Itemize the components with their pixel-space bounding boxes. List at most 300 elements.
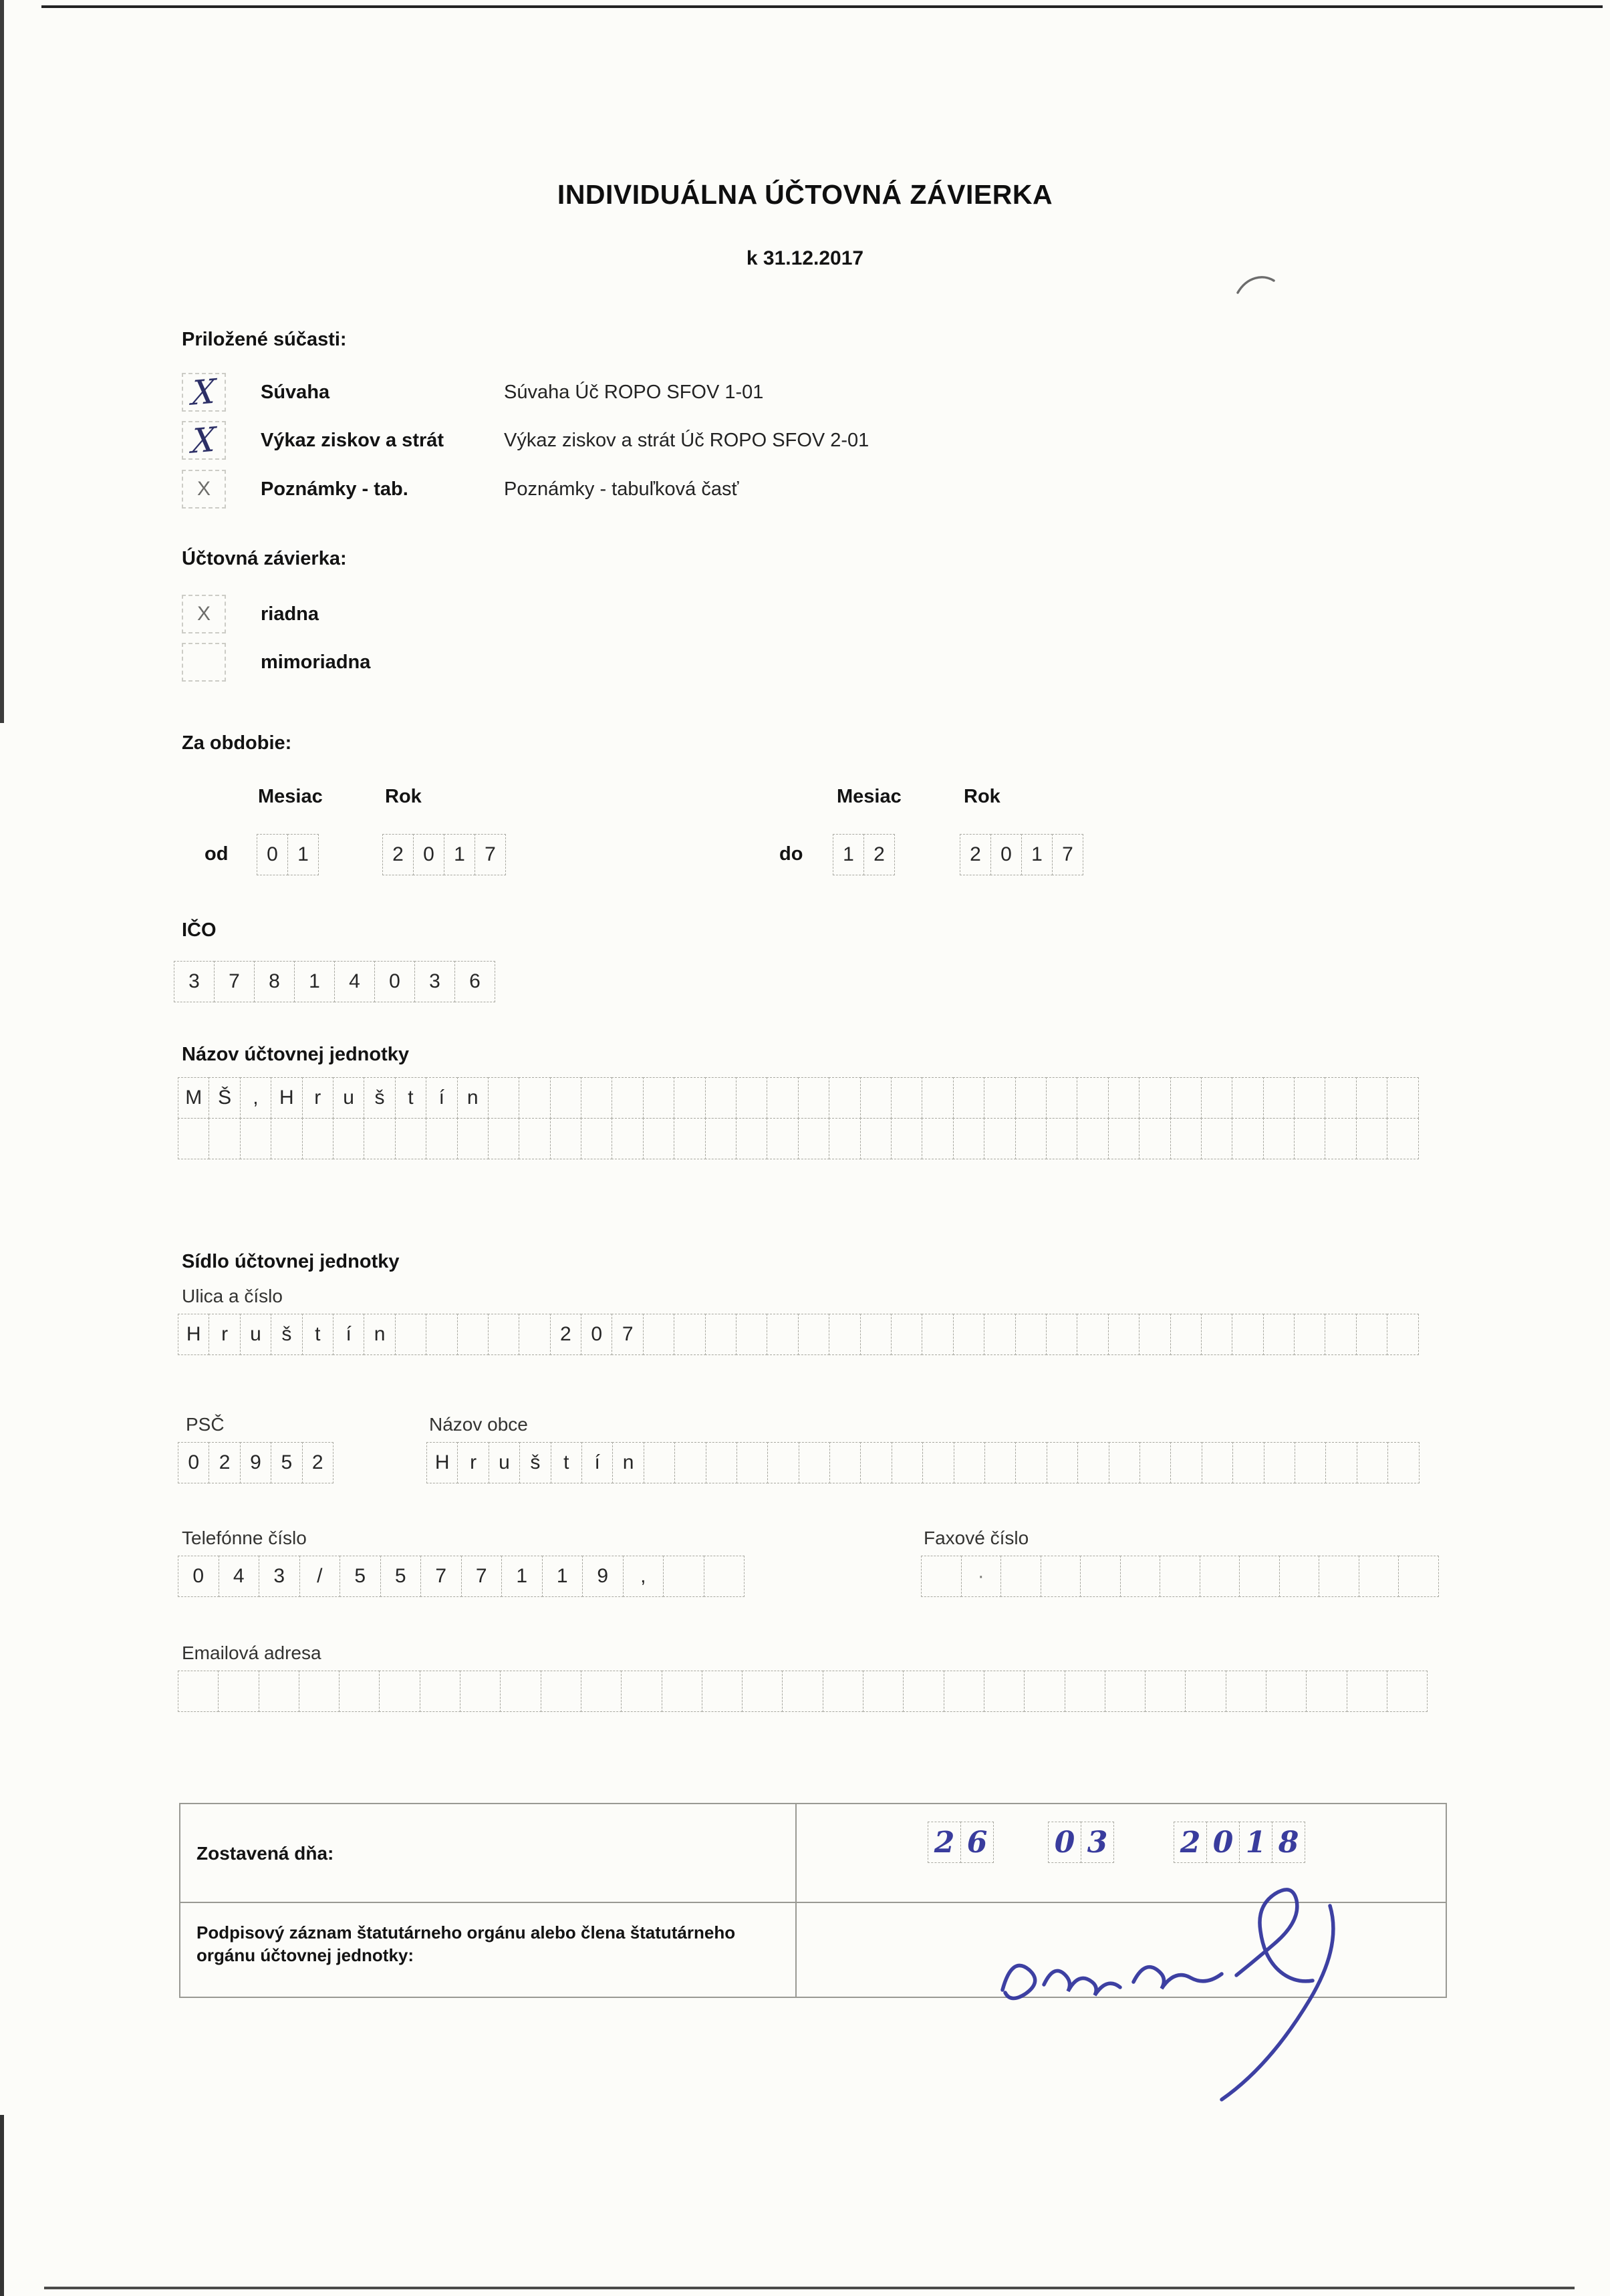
char-cell (1294, 1314, 1325, 1355)
char-cell: 0 (178, 1442, 209, 1483)
char-cell: í (426, 1077, 457, 1119)
char-cell: 5 (380, 1556, 422, 1597)
char-cell (1264, 1442, 1295, 1483)
office-heading: Sídlo účtovnej jednotky (182, 1251, 400, 1272)
char-cell: 0 (413, 834, 444, 875)
char-cell: 5 (340, 1556, 381, 1597)
char-cell (621, 1671, 662, 1712)
char-cell (1200, 1556, 1240, 1597)
compiled-date-label: Zostavená dňa: (196, 1843, 334, 1864)
char-cell (488, 1118, 519, 1159)
char-cell (829, 1442, 861, 1483)
char-cell (643, 1077, 674, 1119)
char-cell (457, 1314, 489, 1355)
char-cell (798, 1118, 829, 1159)
char-cell (1065, 1671, 1105, 1712)
char-cell (1109, 1442, 1140, 1483)
char-cell (259, 1671, 299, 1712)
option-label: mimoriadna (261, 651, 371, 673)
char-cell: t (302, 1314, 333, 1355)
char-cell (1325, 1077, 1356, 1119)
char-cell (1201, 1077, 1232, 1119)
char-cell (892, 1442, 923, 1483)
char-cell (1046, 1314, 1077, 1355)
char-cell (1145, 1671, 1186, 1712)
char-cell (954, 1442, 985, 1483)
char-cell: u (240, 1314, 271, 1355)
char-cell (1015, 1077, 1047, 1119)
char-cell (829, 1314, 860, 1355)
char-cell (1160, 1556, 1200, 1597)
char-cell (903, 1671, 944, 1712)
char-cell: 9 (240, 1442, 271, 1483)
char-cell (1185, 1671, 1226, 1712)
to-month-grid (833, 834, 895, 875)
char-cell (1232, 1314, 1263, 1355)
to-month-label: Mesiac (837, 786, 902, 807)
char-cell (702, 1671, 743, 1712)
to-label: do (779, 843, 803, 865)
char-cell (742, 1671, 783, 1712)
char-cell (209, 1118, 240, 1159)
char-cell (1139, 1118, 1170, 1159)
attachment-label: Poznámky - tab. (261, 478, 408, 500)
char-cell (829, 1077, 860, 1119)
char-cell: M (178, 1077, 209, 1119)
char-cell (333, 1118, 364, 1159)
option-row-mimoriadna (182, 643, 471, 682)
char-cell (891, 1314, 922, 1355)
form-title: INDIVIDUÁLNA ÚČTOVNÁ ZÁVIERKA (557, 179, 1053, 210)
char-cell (1046, 1118, 1077, 1159)
char-cell (1356, 1077, 1387, 1119)
char-cell (798, 1314, 829, 1355)
email-label: Emailová adresa (182, 1642, 321, 1663)
to-year-grid (960, 834, 1083, 875)
typed-x-mark: X (196, 478, 211, 500)
char-cell (1325, 1314, 1356, 1355)
char-cell: 2 (863, 834, 895, 875)
char-cell: n (364, 1314, 395, 1355)
char-cell (1000, 1556, 1041, 1597)
option-row-riadna (182, 595, 471, 633)
char-cell: 4 (219, 1556, 260, 1597)
char-cell: 2 (550, 1314, 581, 1355)
char-cell (1041, 1556, 1081, 1597)
char-cell (1024, 1671, 1065, 1712)
char-cell (1387, 1671, 1428, 1712)
char-cell (705, 1077, 736, 1119)
char-cell (581, 1671, 622, 1712)
char-cell (457, 1118, 489, 1159)
char-cell (581, 1077, 612, 1119)
char-cell: 2 (382, 834, 414, 875)
char-cell: , (240, 1077, 271, 1119)
attachment-row-poznamky (182, 470, 739, 509)
char-cell: r (302, 1077, 333, 1119)
char-cell (1357, 1442, 1388, 1483)
char-cell (1108, 1077, 1139, 1119)
char-cell (218, 1671, 259, 1712)
char-cell: 6 (454, 961, 495, 1002)
char-cell (1015, 1314, 1047, 1355)
char-cell: H (271, 1077, 302, 1119)
char-cell (1325, 1118, 1356, 1159)
char-cell (1232, 1118, 1263, 1159)
char-cell (581, 1118, 612, 1159)
char-cell (1170, 1118, 1202, 1159)
from-month-label: Mesiac (258, 786, 323, 807)
char-cell (488, 1314, 519, 1355)
signatory-label: Podpisový záznam štatutárneho orgánu alebo člena štatutárneho orgánu účtovnej jednotky: (196, 1922, 736, 1965)
char-cell: 7 (461, 1556, 503, 1597)
char-cell: 4 (334, 961, 375, 1002)
char-cell (860, 1442, 892, 1483)
char-cell: Š (209, 1077, 240, 1119)
char-cell (1201, 1314, 1232, 1355)
char-cell (1306, 1671, 1347, 1712)
char-cell (550, 1118, 581, 1159)
char-cell (643, 1314, 674, 1355)
char-cell (922, 1442, 954, 1483)
char-cell: · (961, 1556, 1002, 1597)
char-cell (1120, 1556, 1161, 1597)
char-cell: 7 (214, 961, 255, 1002)
scan-edge-top (41, 5, 1603, 8)
char-cell (922, 1314, 953, 1355)
char-cell (984, 1314, 1015, 1355)
fax-grid (921, 1556, 1439, 1597)
entity-name-grid-row1 (178, 1077, 1419, 1119)
char-cell (1356, 1314, 1387, 1355)
char-cell (395, 1118, 426, 1159)
char-cell (662, 1671, 702, 1712)
char-cell: H (426, 1442, 458, 1483)
char-cell: 9 (582, 1556, 624, 1597)
char-cell (823, 1671, 863, 1712)
street-label: Ulica a číslo (182, 1286, 283, 1306)
fax-label: Faxové číslo (924, 1528, 1029, 1548)
char-cell (1279, 1556, 1320, 1597)
char-cell: í (333, 1314, 364, 1355)
email-grid (178, 1671, 1428, 1712)
char-cell (829, 1118, 860, 1159)
char-cell (1077, 1442, 1109, 1483)
char-cell: 7 (1052, 834, 1083, 875)
attachment-description: Výkaz ziskov a strát Úč ROPO SFOV 2-01 (504, 429, 869, 451)
char-cell: 8 (254, 961, 295, 1002)
char-cell: 1 (1021, 834, 1053, 875)
vykaz-checkbox (182, 421, 226, 460)
typed-x-mark: X (196, 603, 211, 625)
attachment-description: Súvaha Úč ROPO SFOV 1-01 (504, 381, 764, 403)
char-cell (1108, 1118, 1139, 1159)
char-cell (799, 1442, 830, 1483)
char-cell (519, 1118, 550, 1159)
char-cell (705, 1314, 736, 1355)
attachment-row-vykaz (182, 421, 869, 460)
char-cell: 3 (259, 1556, 300, 1597)
char-cell (767, 1118, 798, 1159)
char-cell (488, 1077, 519, 1119)
char-cell: 1 (542, 1556, 583, 1597)
suvaha-checkbox (182, 373, 226, 412)
handwritten-x-mark: X (190, 372, 217, 413)
date-year-grid (1174, 1822, 1305, 1863)
char-cell (674, 1118, 705, 1159)
char-cell: 0 (257, 834, 288, 875)
char-cell (863, 1671, 904, 1712)
char-cell (860, 1314, 892, 1355)
char-cell (364, 1118, 395, 1159)
char-cell (984, 1077, 1015, 1119)
char-cell: 2 (928, 1822, 961, 1863)
char-cell (1266, 1671, 1307, 1712)
char-cell (271, 1118, 302, 1159)
char-cell: u (333, 1077, 364, 1119)
char-cell (767, 1314, 798, 1355)
char-cell (1139, 1442, 1171, 1483)
char-cell (984, 1671, 1025, 1712)
char-cell: 1 (833, 834, 864, 875)
char-cell: í (581, 1442, 613, 1483)
char-cell (674, 1314, 705, 1355)
char-cell (674, 1442, 706, 1483)
date-day-grid (928, 1822, 994, 1863)
char-cell: š (519, 1442, 551, 1483)
char-cell: š (271, 1314, 302, 1355)
char-cell (519, 1077, 550, 1119)
char-cell (860, 1118, 892, 1159)
char-cell (704, 1556, 745, 1597)
char-cell (1202, 1442, 1233, 1483)
char-cell: n (457, 1077, 489, 1119)
char-cell: 1 (1239, 1822, 1272, 1863)
street-grid (178, 1314, 1419, 1355)
ico-grid (174, 961, 495, 1002)
char-cell: 6 (960, 1822, 994, 1863)
char-cell (706, 1442, 737, 1483)
char-cell (798, 1077, 829, 1119)
char-cell (1387, 1314, 1418, 1355)
char-cell (1015, 1442, 1047, 1483)
char-cell (1105, 1671, 1146, 1712)
char-cell (1139, 1314, 1170, 1355)
attachment-label: Súvaha (261, 381, 330, 403)
riadna-checkbox (182, 595, 226, 633)
char-cell (1201, 1118, 1232, 1159)
poznamky-checkbox (182, 470, 226, 509)
town-label: Názov obce (429, 1414, 528, 1435)
char-cell (736, 1442, 768, 1483)
char-cell (1325, 1442, 1357, 1483)
char-cell (1047, 1442, 1078, 1483)
zip-label: PSČ (186, 1414, 225, 1435)
char-cell (984, 1442, 1016, 1483)
char-cell (1239, 1556, 1280, 1597)
char-cell (1232, 1442, 1264, 1483)
char-cell: t (551, 1442, 582, 1483)
char-cell (705, 1118, 736, 1159)
char-cell (500, 1671, 541, 1712)
char-cell (736, 1118, 767, 1159)
char-cell (612, 1077, 643, 1119)
char-cell: 7 (420, 1556, 462, 1597)
char-cell (299, 1671, 340, 1712)
zip-grid (178, 1442, 333, 1483)
char-cell (1294, 1077, 1325, 1119)
char-cell (1080, 1556, 1121, 1597)
char-cell (1387, 1442, 1419, 1483)
char-cell (944, 1671, 984, 1712)
char-cell (1263, 1118, 1295, 1159)
char-cell (984, 1118, 1015, 1159)
char-cell (1263, 1314, 1295, 1355)
phone-grid (178, 1556, 745, 1597)
option-label: riadna (261, 603, 319, 625)
phone-label: Telefónne číslo (182, 1528, 307, 1548)
char-cell: 5 (271, 1442, 302, 1483)
char-cell: 2 (960, 834, 991, 875)
char-cell (1108, 1314, 1139, 1355)
from-month-grid (257, 834, 319, 875)
char-cell: n (612, 1442, 644, 1483)
entity-name-grid-row2 (178, 1118, 1419, 1159)
char-cell: r (209, 1314, 240, 1355)
char-cell (767, 1442, 799, 1483)
char-cell (302, 1118, 333, 1159)
attachment-label: Výkaz ziskov a strát (261, 429, 444, 451)
form-subtitle: k 31.12.2017 (746, 247, 864, 269)
char-cell (922, 1118, 953, 1159)
char-cell (339, 1671, 380, 1712)
char-cell (922, 1077, 953, 1119)
table-vertical-divider (795, 1804, 797, 1997)
from-year-grid (382, 834, 506, 875)
char-cell (891, 1077, 922, 1119)
attachment-description: Poznámky - tabuľková časť (504, 478, 739, 500)
char-cell: u (489, 1442, 520, 1483)
char-cell (953, 1077, 984, 1119)
char-cell (178, 1118, 209, 1159)
char-cell (460, 1671, 501, 1712)
char-cell: 1 (287, 834, 319, 875)
char-cell (1295, 1442, 1326, 1483)
char-cell (1359, 1556, 1399, 1597)
char-cell: 7 (475, 834, 506, 875)
scan-edge-bottom (44, 2287, 1575, 2289)
char-cell (1046, 1077, 1077, 1119)
char-cell (550, 1077, 581, 1119)
char-cell (426, 1314, 457, 1355)
char-cell (1015, 1118, 1047, 1159)
char-cell (1170, 1077, 1202, 1119)
char-cell (674, 1077, 705, 1119)
attachment-row-suvaha (182, 373, 763, 412)
char-cell: 3 (1081, 1822, 1114, 1863)
char-cell (178, 1671, 219, 1712)
char-cell (395, 1314, 426, 1355)
char-cell: 0 (581, 1314, 612, 1355)
char-cell: , (623, 1556, 664, 1597)
table-horizontal-divider (180, 1902, 1446, 1903)
char-cell: 2 (1174, 1822, 1207, 1863)
char-cell: 8 (1272, 1822, 1305, 1863)
ico-label: IČO (182, 919, 217, 941)
char-cell (1170, 1442, 1202, 1483)
char-cell: 1 (444, 834, 475, 875)
char-cell: 7 (612, 1314, 643, 1355)
char-cell (921, 1556, 962, 1597)
char-cell (663, 1556, 704, 1597)
char-cell (240, 1118, 271, 1159)
entity-name-label: Názov účtovnej jednotky (182, 1044, 410, 1065)
char-cell (736, 1314, 767, 1355)
char-cell (767, 1077, 798, 1119)
char-cell (519, 1314, 550, 1355)
char-cell (782, 1671, 823, 1712)
char-cell (1356, 1118, 1387, 1159)
char-cell: 3 (414, 961, 455, 1002)
char-cell (1170, 1314, 1202, 1355)
char-cell (1387, 1118, 1418, 1159)
char-cell (1319, 1556, 1359, 1597)
char-cell: 0 (1048, 1822, 1081, 1863)
char-cell (1387, 1077, 1418, 1119)
scan-edge-left-bottom (0, 2115, 4, 2296)
char-cell (1232, 1077, 1263, 1119)
char-cell (1077, 1118, 1108, 1159)
closing-type-heading: Účtovná závierka: (182, 548, 347, 569)
char-cell: 3 (174, 961, 215, 1002)
char-cell (1263, 1077, 1295, 1119)
char-cell: 0 (990, 834, 1022, 875)
from-label: od (205, 843, 229, 865)
char-cell (736, 1077, 767, 1119)
char-cell (953, 1118, 984, 1159)
char-cell (644, 1442, 675, 1483)
mimoriadna-checkbox (182, 643, 226, 682)
char-cell: r (457, 1442, 489, 1483)
char-cell (1347, 1671, 1387, 1712)
char-cell (1398, 1556, 1439, 1597)
char-cell: 1 (501, 1556, 543, 1597)
char-cell (860, 1077, 892, 1119)
char-cell (541, 1671, 581, 1712)
char-cell (1139, 1077, 1170, 1119)
char-cell (379, 1671, 420, 1712)
char-cell: 0 (178, 1556, 219, 1597)
char-cell (891, 1118, 922, 1159)
char-cell (1077, 1077, 1108, 1119)
char-cell: š (364, 1077, 395, 1119)
char-cell: 2 (302, 1442, 333, 1483)
handwritten-x-mark: X (190, 420, 217, 461)
char-cell (1226, 1671, 1266, 1712)
char-cell: 1 (294, 961, 335, 1002)
char-cell (420, 1671, 460, 1712)
char-cell (1294, 1118, 1325, 1159)
attachments-heading: Priložené súčasti: (182, 329, 347, 350)
char-cell (612, 1118, 643, 1159)
char-cell: 2 (209, 1442, 240, 1483)
char-cell: t (395, 1077, 426, 1119)
char-cell (953, 1314, 984, 1355)
char-cell (1077, 1314, 1108, 1355)
to-year-label: Rok (964, 786, 1000, 807)
period-heading: Za obdobie: (182, 732, 292, 754)
char-cell: 0 (374, 961, 415, 1002)
